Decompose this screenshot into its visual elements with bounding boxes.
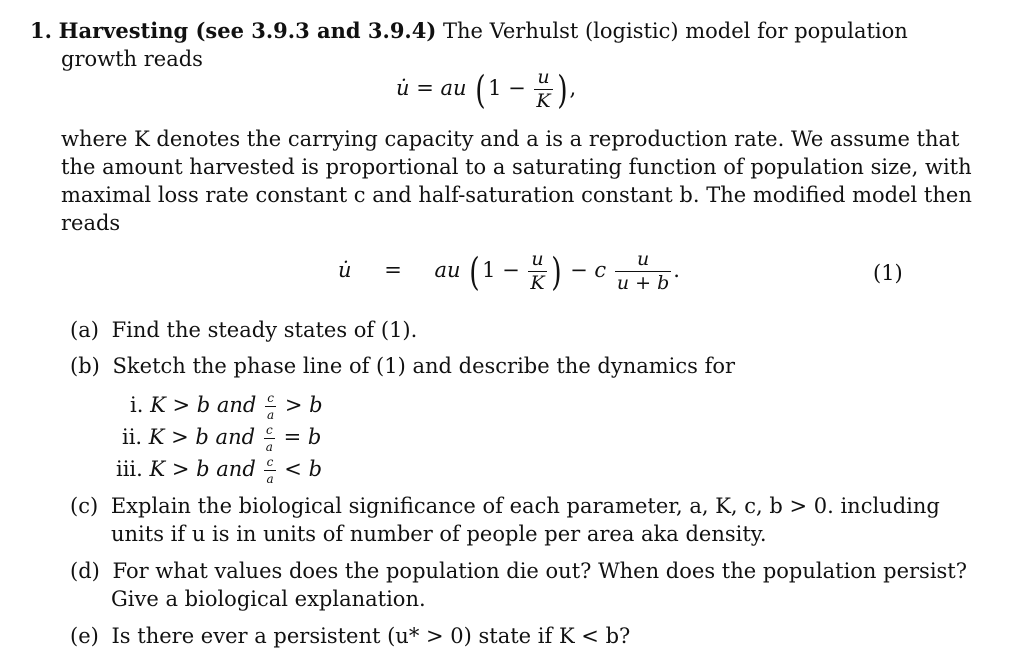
subpart-iii	[116, 455, 322, 485]
eq2-lhs: u̇	[338, 258, 352, 282]
part-d-label: (d)	[70, 559, 100, 583]
subpart-iii-den: a	[266, 472, 274, 486]
eq2-one: 1 −	[482, 258, 520, 282]
part-e-label: (e)	[70, 624, 99, 648]
eq2-coef: au	[434, 258, 461, 282]
problem-heading	[30, 17, 908, 45]
subpart-i-label: i.	[130, 393, 144, 417]
part-b-label: (b)	[70, 354, 100, 378]
part-c-line1: Explain the biological significance of each parameter, a, K, c, b > 0. including	[110, 494, 940, 518]
subpart-iii-label: iii.	[116, 457, 143, 481]
subpart-i-fraction	[265, 392, 276, 421]
eq1-equals: =	[416, 76, 434, 100]
eq2-fraction-1	[528, 250, 546, 293]
eq2-tail: .	[673, 258, 680, 282]
problem-intro: The Verhulst (logistic) model for population	[442, 19, 908, 43]
eq2-numerator-1: u	[531, 248, 544, 270]
equation-tag: (1)	[873, 261, 903, 285]
subpart-ii-label: ii.	[122, 425, 143, 449]
subpart-i-pre: K > b and	[150, 393, 257, 417]
subpart-iii-post: < b	[284, 457, 323, 481]
subpart-i-den: a	[267, 408, 275, 422]
part-c	[70, 492, 940, 520]
subpart-i	[130, 391, 323, 421]
eq1-coef: au	[440, 76, 467, 100]
harvest-equation: u̇ = au ( 1 − $\frac{u}{K}$ ) − c $\frac{u}{u + b}$ .	[338, 248, 680, 294]
subpart-ii-fraction	[264, 424, 275, 453]
eq2-equals: =	[384, 258, 402, 282]
part-b-text: Sketch the phase line of (1) and describe the dynamics for	[112, 354, 736, 378]
problem-title: Harvesting (see 3.9.3 and 3.9.4)	[58, 18, 437, 43]
part-d	[70, 557, 967, 585]
subpart-iii-fraction	[264, 456, 275, 485]
part-b	[70, 352, 735, 380]
part-c-line2: units if u is in units of number of people per area aka density.	[111, 522, 767, 546]
subpart-ii-den: a	[265, 440, 273, 454]
paragraph-line-3: maximal loss rate constant c and half-saturation constant b. The modified model then	[61, 183, 972, 207]
paragraph-line-4: reads	[61, 211, 121, 235]
part-e-text: Is there ever a persistent (u* > 0) state if K < b?	[111, 624, 631, 648]
eq1-denominator: K	[536, 90, 551, 112]
problem-intro-line2: growth reads	[61, 47, 203, 71]
subpart-iii-pre: K > b and	[149, 457, 256, 481]
subpart-i-post: > b	[284, 393, 323, 417]
part-e	[70, 622, 630, 650]
subpart-ii-pre: K > b and	[148, 425, 256, 449]
eq1-tail: ,	[569, 76, 577, 100]
part-c-label: (c)	[70, 494, 99, 518]
eq2-fraction-2	[615, 250, 671, 293]
logistic-equation: u̇ = au ( 1 − $\frac{u}{K}$ ) ,	[396, 66, 577, 112]
eq2-minus-c: − c	[570, 258, 607, 282]
subpart-i-num: c	[267, 391, 274, 405]
eq2-numerator-2: u	[636, 248, 650, 270]
eq1-numerator: u	[537, 66, 550, 88]
problem-number: 1.	[30, 18, 52, 43]
part-d-line2: Give a biological explanation.	[111, 587, 426, 611]
subpart-ii-num: c	[265, 423, 273, 437]
paragraph-line-1: where K denotes the carrying capacity and a is a reproduction rate. We assume that	[61, 127, 960, 151]
eq2-denominator-1: K	[530, 272, 545, 294]
eq1-lhs: u̇	[396, 76, 410, 100]
subpart-ii	[122, 423, 321, 453]
subpart-ii-post: = b	[283, 425, 322, 449]
part-a-text: Find the steady states of (1).	[111, 318, 418, 342]
eq1-one: 1 −	[488, 76, 526, 100]
eq1-fraction	[534, 68, 552, 111]
paragraph-line-2: the amount harvested is proportional to a saturating function of population size, with	[61, 155, 972, 179]
subpart-iii-num: c	[266, 455, 274, 469]
part-a	[70, 316, 417, 344]
part-d-line1: For what values does the population die out? When does the population persist?	[112, 559, 968, 583]
part-a-label: (a)	[70, 318, 99, 342]
eq2-denominator-2: u + b	[616, 272, 670, 294]
